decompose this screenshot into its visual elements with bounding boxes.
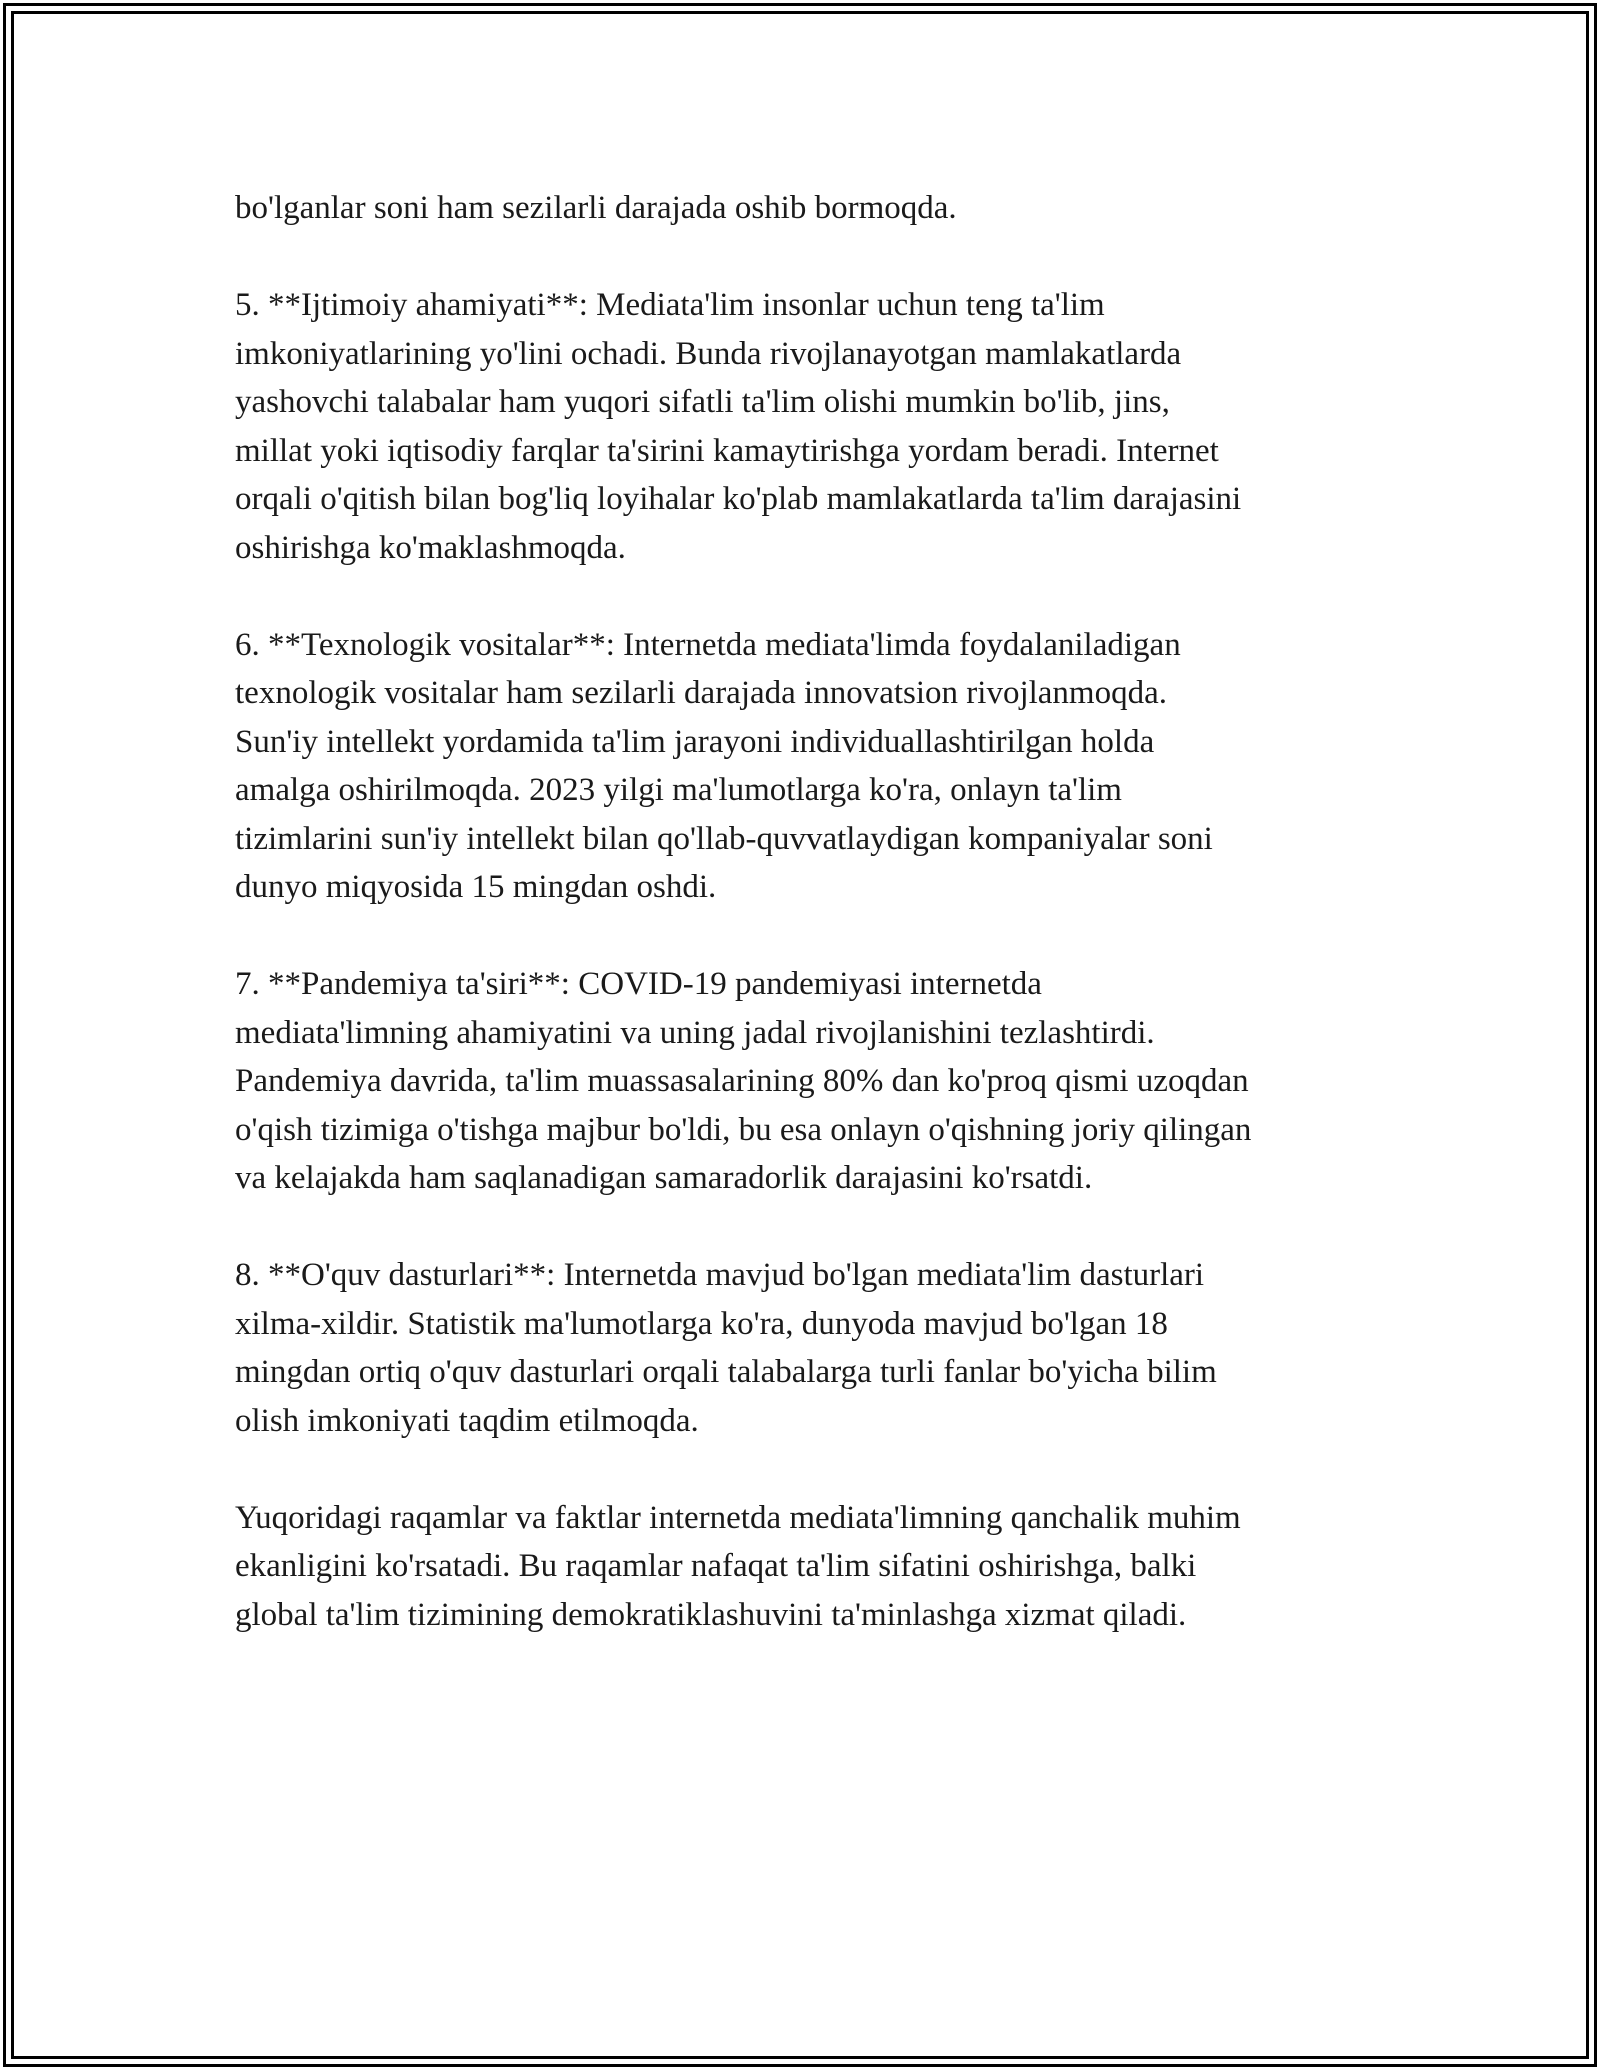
text-line: ekanligini ko'rsatadi. Bu raqamlar nafaqat ta'lim sifatini oshirishga, balki [235, 1548, 1197, 1584]
paragraph-item-8-study-programs [235, 1251, 1375, 1445]
text-line: 5. **Ijtimoiy ahamiyati**: Mediata'lim insonlar uchun teng ta'lim [235, 287, 1105, 323]
text-line: tizimlarini sun'iy intellekt bilan qo'llab-quvvatlaydigan kompaniyalar soni [235, 820, 1213, 857]
text-line: Pandemiya davrida, ta'lim muassasalarining 80% dan ko'proq qismi uzoqdan [235, 1063, 1249, 1099]
text-line: va kelajakda ham saqlanadigan samaradorlik darajasini ko'rsatdi. [235, 1160, 1093, 1196]
text-line: orqali o'qitish bilan bog'liq loyihalar ko'plab mamlakatlarda ta'lim darajasini [235, 481, 1242, 517]
text-line: global ta'lim tizimining demokratiklashuvini ta'minlashga xizmat qiladi. [235, 1596, 1187, 1633]
document-body [235, 184, 1375, 1639]
text-line: imkoniyatlarining yo'lini ochadi. Bunda rivojlanayotgan mamlakatlarda [235, 335, 1182, 372]
text-line: o'qish tizimiga o'tishga majbur bo'ldi, bu esa onlayn o'qishning joriy qilingan [235, 1111, 1252, 1148]
text-line: millat yoki iqtisodiy farqlar ta'sirini kamaytirishga yordam beradi. Internet [235, 432, 1219, 469]
text-line: yashovchi talabalar ham yuqori sifatli ta'lim olishi mumkin bo'lib, jins, [235, 384, 1170, 420]
text-line: mingdan ortiq o'quv dasturlari orqali talabalarga turli fanlar bo'yicha bilim [235, 1354, 1217, 1390]
text-line: Sun'iy intellekt yordamida ta'lim jarayoni individuallashtirilgan holda [235, 723, 1155, 760]
text-line: 6. **Texnologik vositalar**: Internetda mediata'limda foydalaniladigan [235, 626, 1181, 663]
text-line: olish imkoniyati taqdim etilmoqda. [235, 1402, 699, 1439]
paragraph-item-5-social-importance [235, 281, 1375, 572]
paragraph-item-7-pandemic-impact [235, 960, 1375, 1203]
text-line: 8. **O'quv dasturlari**: Internetda mavjud bo'lgan mediata'lim dasturlari [235, 1257, 1205, 1293]
text-line: texnologik vositalar ham sezilarli darajada innovatsion rivojlanmoqda. [235, 675, 1167, 711]
text-line: xilma-xildir. Statistik ma'lumotlarga ko'ra, dunyoda mavjud bo'lgan 18 [235, 1305, 1168, 1342]
paragraph-conclusion [235, 1494, 1375, 1640]
text-line: bo'lganlar soni ham sezilarli darajada oshib bormoqda. [235, 190, 957, 226]
text-line: 7. **Pandemiya ta'siri**: COVID-19 pandemiyasi internetda [235, 966, 1042, 1002]
paragraph-continuation [235, 184, 1375, 233]
text-line: Yuqoridagi raqamlar va faktlar internetda mediata'limning qanchalik muhim [235, 1499, 1241, 1536]
text-line: dunyo miqyosida 15 mingdan oshdi. [235, 869, 717, 905]
paragraph-item-6-technology-tools [235, 621, 1375, 912]
text-line: amalga oshirilmoqda. 2023 yilgi ma'lumotlarga ko'ra, onlayn ta'lim [235, 772, 1122, 808]
text-line: oshirishga ko'maklashmoqda. [235, 529, 626, 566]
text-line: mediata'limning ahamiyatini va uning jadal rivojlanishini tezlashtirdi. [235, 1014, 1155, 1051]
